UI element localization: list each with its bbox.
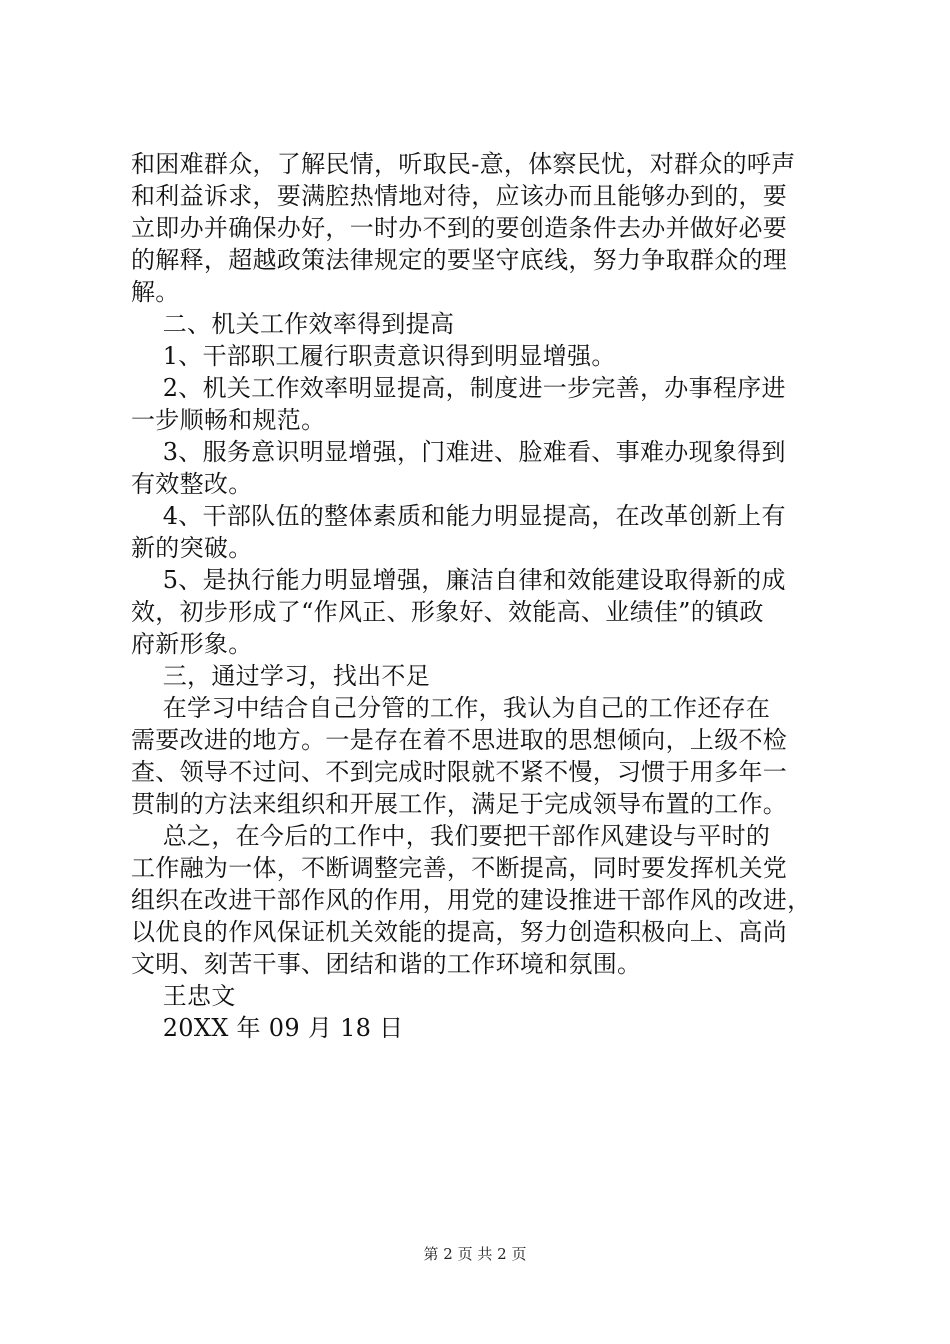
- text-line: 贯制的方法来组织和开展工作，满足于完成领导布置的工作。: [131, 790, 788, 818]
- text-line: 总之，在今后的工作中，我们要把干部作风建设与平时的: [131, 822, 771, 850]
- text-line: 组织在改进干部作风的作用，用党的建设推进干部作风的改进，: [131, 886, 812, 914]
- text-line: 的解释，超越政策法律规定的要坚守底线，努力争取群众的理: [131, 246, 788, 274]
- section-heading: 三，通过学习，找出不足: [131, 662, 431, 690]
- text-line: 效，初步形成了“作风正、形象好、效能高、业绩佳”的镇政: [131, 598, 764, 626]
- signature-name: 王忠文: [131, 982, 236, 1010]
- list-item: 4、干部队伍的整体素质和能力明显提高，在改革创新上有: [131, 502, 786, 530]
- text-line: 新的突破。: [131, 534, 253, 562]
- text-line: 和困难群众，了解民情，听取民-意，体察民忧，对群众的呼声: [131, 150, 796, 178]
- text-line: 工作融为一体，不断调整完善，不断提高，同时要发挥机关党: [131, 854, 788, 882]
- list-item: 3、服务意识明显增强，门难进、脸难看、事难办现象得到: [131, 438, 786, 466]
- text-line: 查、领导不过问、不到完成时限就不紧不慢，习惯于用多年一: [131, 758, 788, 786]
- text-line: 文明、刻苦干事、团结和谐的工作环境和氛围。: [131, 950, 642, 978]
- text-line: 一步顺畅和规范。: [131, 406, 326, 434]
- list-item: 5、是执行能力明显增强，廉洁自律和效能建设取得新的成: [131, 566, 786, 594]
- text-line: 解。: [131, 278, 180, 306]
- list-item: 1、干部职工履行职责意识得到明显增强。: [131, 342, 616, 370]
- text-line: 立即办并确保办好，一时办不到的要创造条件去办并做好必要: [131, 214, 788, 242]
- list-item: 2、机关工作效率明显提高，制度进一步完善，办事程序进: [131, 374, 786, 402]
- text-line: 府新形象。: [131, 630, 253, 658]
- text-line: 需要改进的地方。一是存在着不思进取的思想倾向，上级不检: [131, 726, 788, 754]
- text-line: 有效整改。: [131, 470, 253, 498]
- signature-date: 20XX 年 09 月 18 日: [131, 1014, 404, 1042]
- text-line: 和利益诉求，要满腔热情地对待，应该办而且能够办到的，要: [131, 182, 788, 210]
- text-line: 以优良的作风保证机关效能的提高，努力创造积极向上、高尚: [131, 918, 788, 946]
- section-heading: 二、机关工作效率得到提高: [131, 310, 455, 338]
- text-line: 在学习中结合自己分管的工作，我认为自己的工作还存在: [131, 694, 771, 722]
- page-footer: 第 2 页 共 2 页: [423, 1245, 527, 1263]
